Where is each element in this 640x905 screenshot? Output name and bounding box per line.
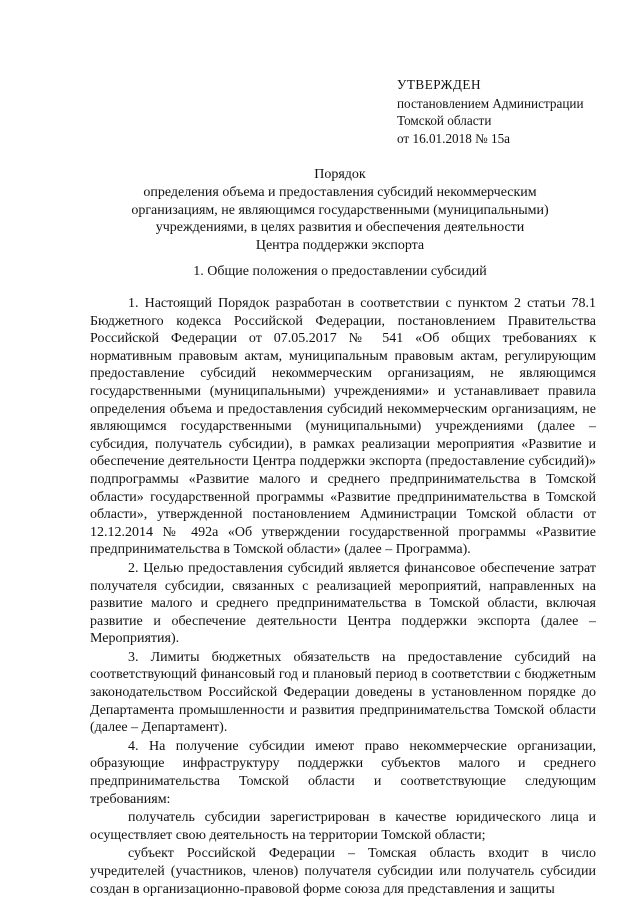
- paragraph-1: 1. Настоящий Порядок разработан в соответствии с пунктом 2 статьи 78.1 Бюджетного кодекса Российской Федерации, постановлением Правительства Российской Федерации от 07.05.2017 № 541 «Об общих требованиях к нормативным правовым актам, муниципальным правовым актам, регулирующим предоставление субсидий некоммерческим организациям, не являющимся государственными (муниципальными) учреждениями» и устанавливает правила определения объема и предоставления субсидий некоммерческим организациям, не являющимся государственными (муниципальными) учреждениями (далее – субсидия, получатель субсидии), в рамках реализации мероприятия «Развитие и обеспечение деятельности Центра поддержки экспорта (предоставление субсидий)» подпрограммы «Развитие малого и среднего предпринимательства в Томской области» государственной программы «Развитие предпринимательства в Томской области», утвержденной постановлением Администрации Томской области от 12.12.2014 № 492а «Об утверждении государственной программы «Развитие предпринимательства в Томской области» (далее – Программа).: [90, 296, 596, 558]
- title-line: Центра поддержки экспорта: [255, 238, 425, 254]
- title-line: учреждениями, в целях развития и обеспечения деятельности: [155, 220, 525, 236]
- approval-date: от 16.01.2018 № 15а: [397, 130, 511, 146]
- paragraph-3: 3. Лимиты бюджетных обязательств на предоставление субсидий на соответствующий финансовый год и плановый период в соответствии с бюджетным законодательством Российской Федерации доведены в установленном порядке до Департамента промышленности и развития предпринимательства Томской области (далее – Департамент).: [90, 649, 596, 736]
- paragraph-2: 2. Целью предоставления субсидий является финансовое обеспечение затрат получателя субсидии, связанных с реализацией мероприятий, направленных на развитие малого и среднего предпринимательства в Томской области, включая развитие и обеспечение деятельности Центра поддержки экспорта (далее – Мероприятия).: [90, 560, 596, 647]
- title-line: организациям, не являющимся государственными (муниципальными): [131, 202, 549, 218]
- requirement-item: получатель субсидии зарегистрирован в качестве юридического лица и осуществляет свою деятельность на территории Томской области;: [90, 810, 596, 843]
- approval-line: постановлением Администрации: [397, 95, 584, 111]
- approval-stamp: [397, 76, 584, 147]
- approval-line: Томской области: [397, 113, 492, 128]
- title-line: Порядок: [314, 167, 366, 182]
- approval-heading: УТВЕРЖДЕН: [397, 77, 482, 92]
- section-heading: 1. Общие положения о предоставлении субсидий: [193, 264, 487, 279]
- paragraph-4: 4. На получение субсидии имеют право некоммерческие организации, образующие инфраструктуру поддержки субъектов малого и среднего предпринимательства Томской области и соответствующие следующим требованиям:: [90, 738, 596, 807]
- document-title: [70, 166, 610, 255]
- requirement-item: субъект Российской Федерации – Томская область входит в число учредителей (участников, членов) получателя субсидии или получатель субсидии создан в организационно-правовой форме союза для представления и защиты: [90, 846, 596, 897]
- document-body: [90, 295, 596, 898]
- title-line: определения объема и предоставления субсидий некоммерческим: [143, 184, 537, 200]
